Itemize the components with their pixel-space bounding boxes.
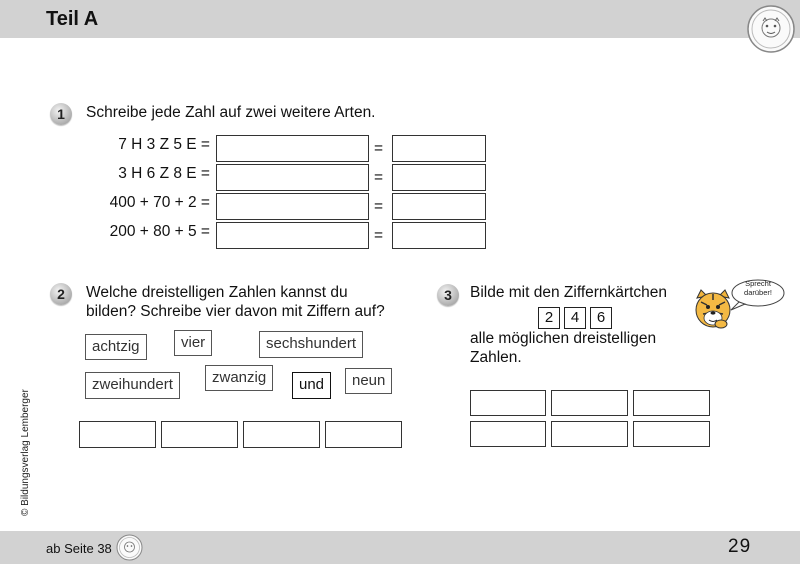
tiger-medal-small-icon — [116, 534, 143, 561]
task-3-instruction-line-2: alle möglichen dreistelligen — [470, 330, 657, 347]
task-3-number: 3 — [437, 284, 459, 306]
task-1-row-4-answer-a[interactable] — [216, 222, 369, 249]
task-3-instruction-line-1: Bilde mit den Ziffernkärtchen — [470, 284, 668, 301]
digit-card-4: 4 — [564, 307, 586, 329]
task-3-instruction-line-3: Zahlen. — [470, 349, 522, 366]
speech-bubble-text: Sprecht darüber! — [744, 279, 772, 297]
task-1-row-3-answer-a[interactable] — [216, 193, 369, 220]
task-3-answer-4[interactable] — [470, 421, 546, 447]
task-3-answer-1[interactable] — [470, 390, 546, 416]
task-1-row-1-answer-a[interactable] — [216, 135, 369, 162]
word-card-sechshundert: sechshundert — [259, 331, 363, 358]
task-1-row-1-equals: = — [374, 140, 384, 157]
task-1-row-3-equals: = — [374, 198, 384, 215]
copyright-text: © Bildungsverlag Lemberger — [20, 389, 31, 516]
task-1-number: 1 — [50, 103, 72, 125]
task-1-instruction: Schreibe jede Zahl auf zwei weitere Arten. — [86, 104, 376, 121]
task-1-row-4-answer-b[interactable] — [392, 222, 486, 249]
task-3-answer-2[interactable] — [551, 390, 628, 416]
task-2-answer-3[interactable] — [243, 421, 320, 448]
task-1-row-1-label: 7 H 3 Z 5 E = — [118, 136, 210, 153]
task-1-row-2-equals: = — [374, 169, 384, 186]
page-footer — [0, 531, 800, 564]
word-card-zweihundert: zweihundert — [85, 372, 180, 399]
task-2-number: 2 — [50, 283, 72, 305]
task-1-row-2-label: 3 H 6 Z 8 E = — [118, 165, 210, 182]
word-card-neun: neun — [345, 368, 392, 394]
page-title: Teil A — [46, 8, 99, 30]
digit-card-2: 2 — [538, 307, 560, 329]
task-3-answer-5[interactable] — [551, 421, 628, 447]
task-3-answer-6[interactable] — [633, 421, 710, 447]
word-card-vier: vier — [174, 330, 212, 356]
task-2-answer-1[interactable] — [79, 421, 156, 448]
page-header — [0, 0, 800, 38]
copyright-note — [20, 386, 40, 516]
task-1-row-3-label: 400 + 70 + 2 = — [109, 194, 210, 211]
word-card-achtzig: achtzig — [85, 334, 147, 360]
task-2-instruction-line-2: bilden? Schreibe vier davon mit Ziffern auf? — [86, 303, 385, 320]
tiger-medal-icon — [746, 4, 796, 54]
task-3-answer-3[interactable] — [633, 390, 710, 416]
task-1-row-1-answer-b[interactable] — [392, 135, 486, 162]
word-card-und: und — [292, 372, 331, 399]
word-card-zwanzig: zwanzig — [205, 365, 273, 391]
task-1-row-3-answer-b[interactable] — [392, 193, 486, 220]
task-1-row-2-answer-b[interactable] — [392, 164, 486, 191]
task-1-row-4-label: 200 + 80 + 5 = — [109, 223, 210, 240]
task-2-instruction-line-1: Welche dreistelligen Zahlen kannst du — [86, 284, 348, 301]
task-2-answer-4[interactable] — [325, 421, 402, 448]
task-2-answer-2[interactable] — [161, 421, 238, 448]
task-1-row-2-answer-a[interactable] — [216, 164, 369, 191]
page-number: 29 — [728, 536, 752, 557]
task-1-row-4-equals: = — [374, 227, 384, 244]
page-reference: ab Seite 38 — [46, 541, 112, 556]
digit-card-6: 6 — [590, 307, 612, 329]
